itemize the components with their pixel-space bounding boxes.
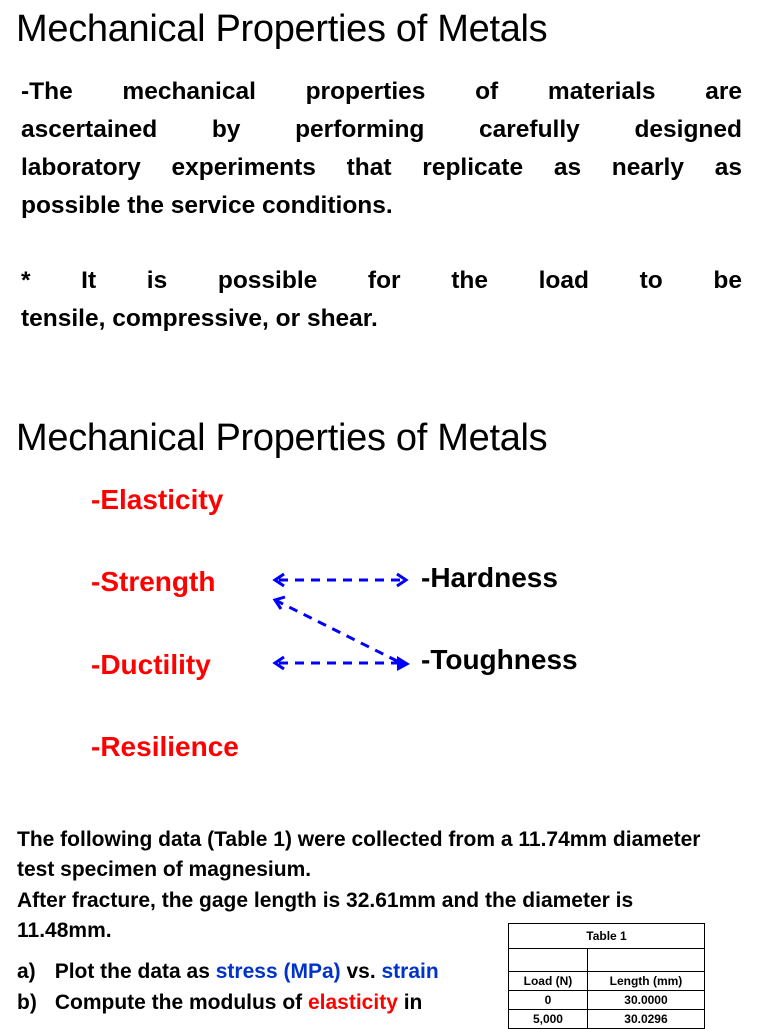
arrowhead-filled-icon	[397, 656, 410, 671]
problem-line-3: After fracture, the gage length is 32.61mm and the diameter is	[17, 889, 634, 912]
slide1-title: Mechanical Properties of Metals	[16, 8, 548, 50]
table-cell: 0	[509, 991, 588, 1010]
table-row	[509, 1010, 705, 1029]
paragraph-line: * It is possible for the load to be	[21, 267, 742, 294]
problem-line-1: The following data (Table 1) were collected from a 11.74mm diameter	[17, 828, 701, 851]
item-highlight-strain: strain	[381, 960, 439, 983]
paragraph-line: laboratory experiments that replicate as nearly as	[21, 154, 742, 181]
table-cell: 5,000	[509, 1010, 588, 1029]
problem-line-4: 11.48mm.	[17, 919, 112, 942]
table-cell: 30.0000	[587, 991, 704, 1010]
table-cell: 30.0296	[587, 1010, 704, 1029]
paragraph-line: tensile, compressive, or shear.	[21, 305, 378, 332]
problem-item-b	[17, 988, 422, 1019]
table-header-length: Length (mm)	[587, 972, 704, 991]
related-toughness: -Toughness	[421, 644, 578, 675]
table-header-load: Load (N)	[509, 972, 588, 991]
item-text: Compute the modulus of	[54, 991, 308, 1014]
slide2-title: Mechanical Properties of Metals	[16, 417, 548, 459]
item-label: a)	[17, 960, 36, 983]
paragraph-line: possible the service conditions.	[21, 192, 393, 219]
item-text: vs.	[340, 960, 382, 983]
problem-item-a	[17, 957, 439, 988]
data-table	[508, 923, 705, 1029]
item-highlight-stress: stress (MPa)	[215, 960, 341, 983]
table-row	[509, 991, 705, 1010]
item-text: Plot the data as	[54, 960, 216, 983]
item-text: in	[397, 991, 423, 1014]
property-strength: -Strength	[91, 566, 216, 597]
paragraph-line: -The mechanical properties of materials are	[21, 78, 742, 105]
problem-line-2: test specimen of magnesium.	[17, 858, 312, 881]
property-elasticity: -Elasticity	[91, 484, 224, 515]
dashed-arrow-strength-toughness	[275, 600, 403, 664]
item-highlight-elasticity: elasticity	[307, 991, 398, 1014]
item-label: b)	[17, 991, 37, 1014]
paragraph-line: ascertained by performing carefully designed	[21, 116, 742, 143]
table-caption: Table 1	[509, 924, 705, 949]
property-ductility: -Ductility	[91, 649, 211, 680]
property-resilience: -Resilience	[91, 731, 239, 762]
related-hardness: -Hardness	[421, 562, 558, 593]
